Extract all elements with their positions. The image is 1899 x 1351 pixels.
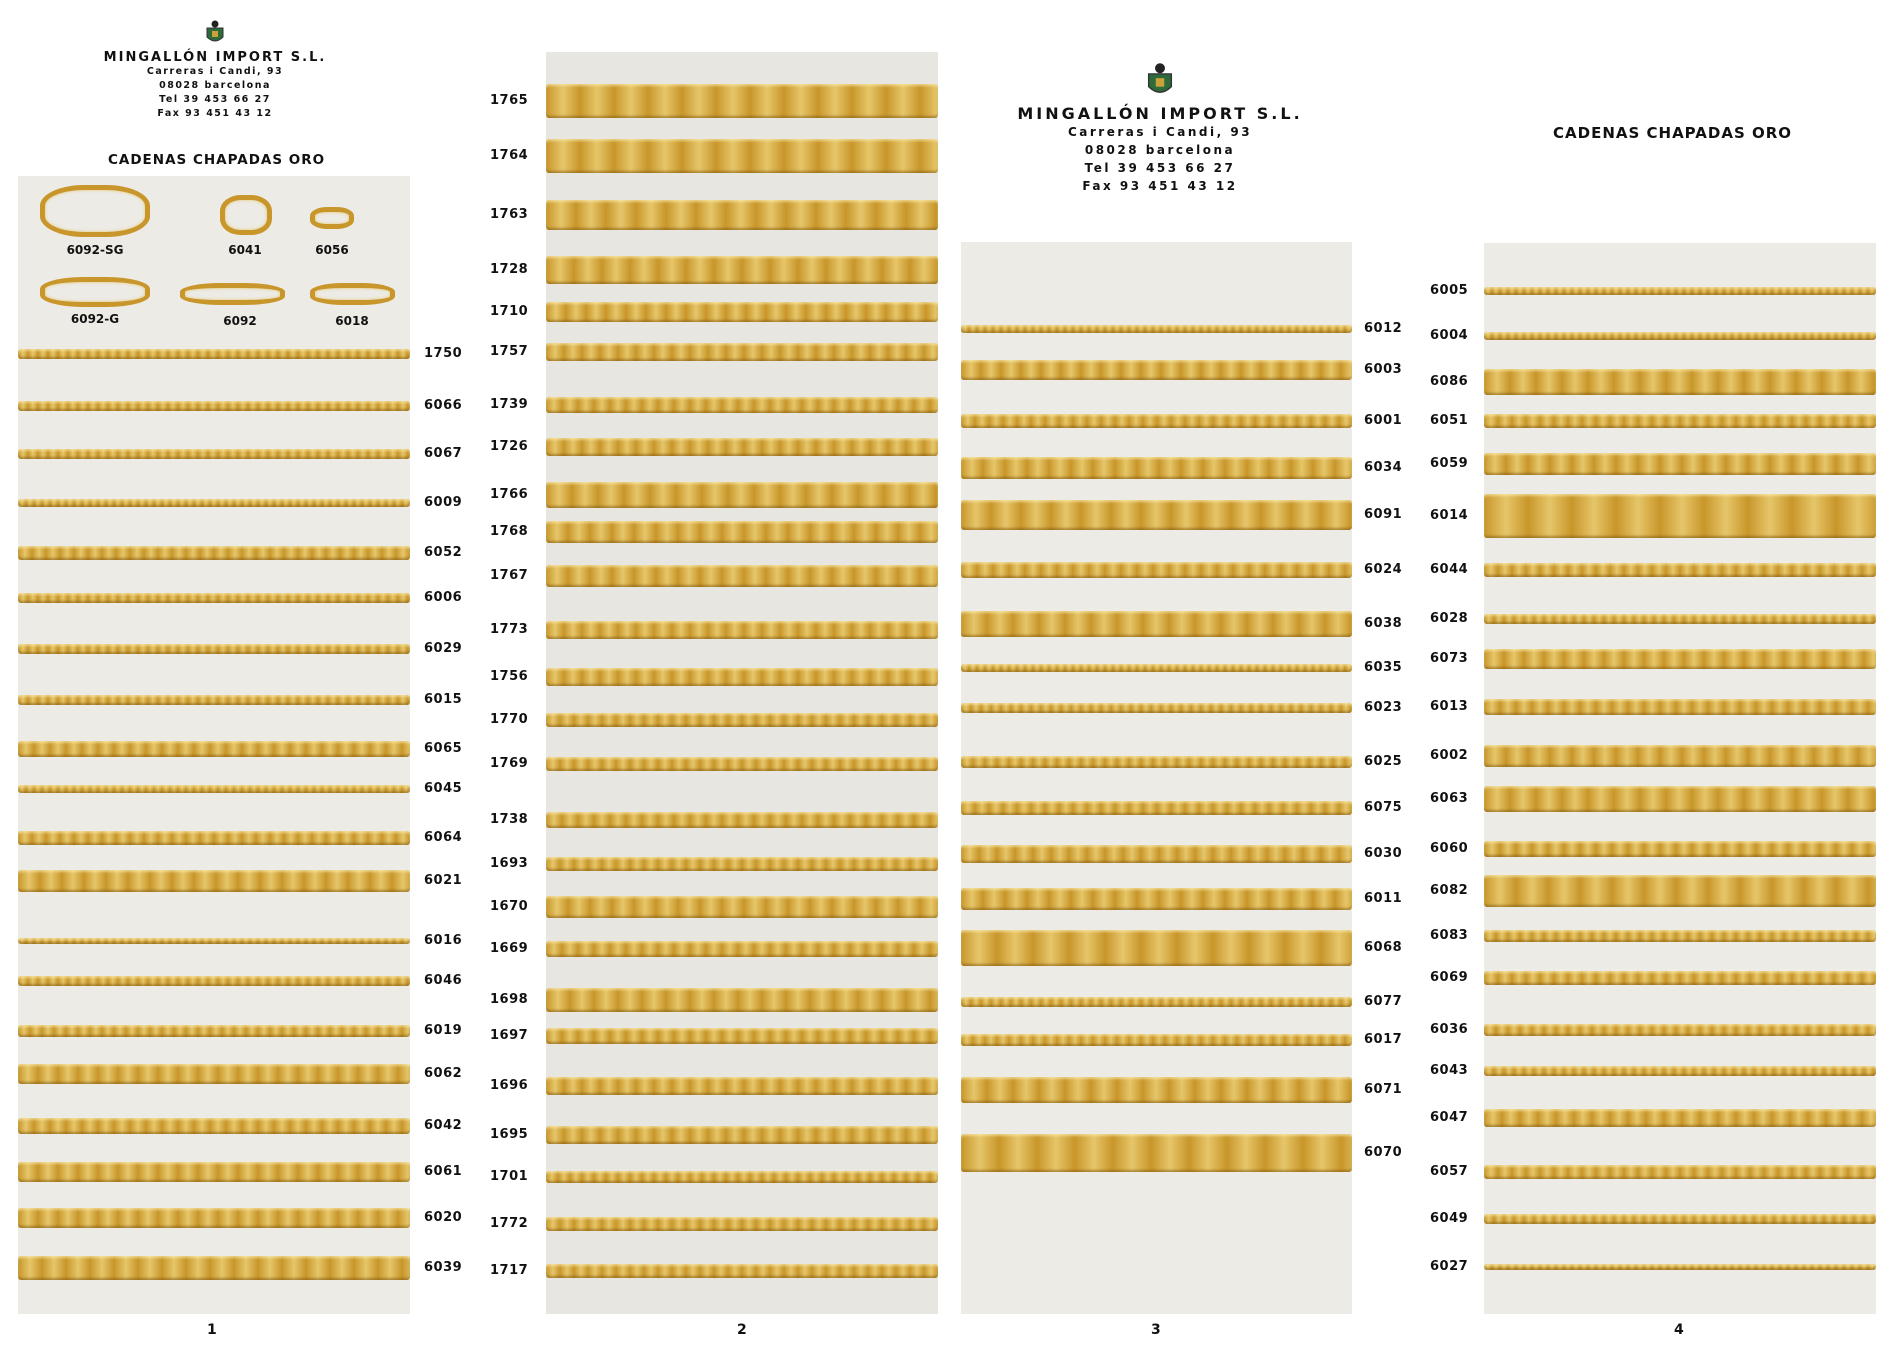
chain-code-label: 1696	[490, 1078, 529, 1093]
chain-code-label: 6044	[1430, 562, 1469, 577]
chain-code-label: 6017	[1364, 1032, 1403, 1047]
chain-code-label: 6001	[1364, 413, 1403, 428]
chain-1768	[546, 521, 938, 543]
company-tel: Tel 39 453 66 27	[159, 94, 271, 105]
chain-code-label: 1698	[490, 992, 529, 1007]
chain-1763	[546, 200, 938, 230]
chain-code-label: 1738	[490, 812, 529, 827]
chain-code-label: 1764	[490, 148, 529, 163]
page-number-2: 2	[737, 1322, 747, 1338]
chain-code-label: 6083	[1430, 928, 1469, 943]
chain-6073	[1484, 649, 1876, 669]
chain-code-label: 1770	[490, 712, 529, 727]
chain-6029	[18, 644, 410, 654]
clasp-6056	[310, 207, 354, 229]
clasp-code-label: 6092-G	[70, 312, 120, 326]
chain-1696	[546, 1077, 938, 1095]
chain-6059	[1484, 453, 1876, 475]
chain-code-label: 6051	[1430, 413, 1469, 428]
chain-code-label: 6003	[1364, 362, 1403, 377]
catalog-panel-4	[1484, 243, 1876, 1314]
company-address: Carreras i Candi, 93	[1067, 125, 1253, 139]
chain-1766	[546, 482, 938, 508]
company-city: 08028 barcelona	[1084, 143, 1236, 157]
crest-icon	[203, 20, 227, 46]
chain-6063	[1484, 786, 1876, 812]
clasp-code-label: 6092	[223, 314, 257, 328]
chain-code-label: 6047	[1430, 1110, 1469, 1125]
chain-6045	[18, 785, 410, 793]
chain-6030	[961, 845, 1352, 863]
chain-code-label: 6038	[1364, 616, 1403, 631]
chain-code-label: 1669	[490, 941, 529, 956]
chain-code-label: 6049	[1430, 1211, 1469, 1226]
page-number-1: 1	[207, 1322, 217, 1338]
chain-1769	[546, 757, 938, 771]
chain-1726	[546, 438, 938, 456]
company-fax: Fax 93 451 43 12	[157, 108, 273, 119]
chain-code-label: 6065	[424, 741, 463, 756]
company-header-left	[95, 20, 335, 121]
page-number-4: 4	[1674, 1322, 1684, 1338]
chain-6061	[18, 1162, 410, 1182]
chain-code-label: 6030	[1364, 846, 1403, 861]
chain-code-label: 1769	[490, 756, 529, 771]
chain-code-label: 6062	[424, 1066, 463, 1081]
chain-code-label: 6086	[1430, 374, 1469, 389]
chain-code-label: 6028	[1430, 611, 1469, 626]
chain-6049	[1484, 1214, 1876, 1224]
chain-1772	[546, 1217, 938, 1231]
chain-code-label: 6075	[1364, 800, 1403, 815]
chain-6019	[18, 1025, 410, 1037]
chain-code-label: 6024	[1364, 562, 1403, 577]
chain-code-label: 1717	[490, 1263, 529, 1278]
chain-code-label: 1739	[490, 397, 529, 412]
chain-code-label: 6027	[1430, 1259, 1469, 1274]
chain-6034	[961, 457, 1352, 479]
chain-code-label: 6068	[1364, 940, 1403, 955]
page-number-3: 3	[1151, 1322, 1161, 1338]
chain-code-label: 1695	[490, 1127, 529, 1142]
crest-icon	[1143, 62, 1177, 100]
chain-6023	[961, 703, 1352, 713]
chain-6039	[18, 1256, 410, 1280]
chain-code-label: 6052	[424, 545, 463, 560]
chain-6083	[1484, 930, 1876, 942]
chain-1697	[546, 1028, 938, 1044]
chain-code-label: 6077	[1364, 994, 1403, 1009]
chain-6068	[961, 930, 1352, 966]
company-city: 08028 barcelona	[159, 80, 271, 91]
company-tel: Tel 39 453 66 27	[1084, 161, 1236, 175]
chain-1738	[546, 812, 938, 828]
chain-code-label: 1693	[490, 856, 529, 871]
chain-code-label: 6029	[424, 641, 463, 656]
chain-code-label: 1756	[490, 669, 529, 684]
company-address: Carreras i Candi, 93	[146, 66, 284, 77]
chain-code-label: 6046	[424, 973, 463, 988]
chain-6006	[18, 593, 410, 603]
company-header-right	[1005, 62, 1315, 195]
chain-6057	[1484, 1165, 1876, 1179]
company-name: MINGALLÓN IMPORT S.L.	[1017, 104, 1303, 123]
chain-6003	[961, 360, 1352, 380]
chain-6002	[1484, 745, 1876, 767]
chain-6027	[1484, 1264, 1876, 1270]
section-title-left: CADENAS CHAPADAS ORO	[108, 152, 326, 168]
chain-code-label: 1710	[490, 304, 529, 319]
chain-6065	[18, 741, 410, 757]
chain-code-label: 6082	[1430, 883, 1469, 898]
chain-6046	[18, 976, 410, 986]
chain-6001	[961, 414, 1352, 428]
chain-code-label: 6013	[1430, 699, 1469, 714]
chain-1710	[546, 302, 938, 322]
chain-code-label: 1701	[490, 1169, 529, 1184]
chain-1739	[546, 397, 938, 413]
chain-6067	[18, 449, 410, 459]
chain-code-label: 6020	[424, 1210, 463, 1225]
chain-6004	[1484, 332, 1876, 340]
chain-code-label: 6066	[424, 398, 463, 413]
chain-1765	[546, 84, 938, 118]
company-name: MINGALLÓN IMPORT S.L.	[103, 50, 327, 65]
company-fax: Fax 93 451 43 12	[1082, 179, 1238, 193]
chain-1773	[546, 621, 938, 639]
chain-code-label: 1726	[490, 439, 529, 454]
chain-6064	[18, 831, 410, 845]
chain-code-label: 6070	[1364, 1145, 1403, 1160]
chain-code-label: 6061	[424, 1164, 463, 1179]
chain-6021	[18, 870, 410, 892]
chain-code-label: 6006	[424, 590, 463, 605]
chain-6091	[961, 500, 1352, 530]
chain-6012	[961, 325, 1352, 333]
chain-6014	[1484, 494, 1876, 538]
clasp-6041	[220, 195, 272, 235]
chain-code-label: 6073	[1430, 651, 1469, 666]
chain-code-label: 6064	[424, 830, 463, 845]
chain-6082	[1484, 875, 1876, 907]
clasp-6092-G	[40, 277, 150, 307]
chain-1767	[546, 565, 938, 587]
section-title-right: CADENAS CHAPADAS ORO	[1553, 124, 1793, 142]
chain-code-label: 1728	[490, 262, 529, 277]
chain-code-label: 6069	[1430, 970, 1469, 985]
chain-6075	[961, 801, 1352, 815]
chain-1770	[546, 713, 938, 727]
chain-code-label: 6019	[424, 1023, 463, 1038]
chain-6025	[961, 756, 1352, 768]
chain-code-label: 6016	[424, 933, 463, 948]
chain-6086	[1484, 369, 1876, 395]
chain-6013	[1484, 699, 1876, 715]
chain-6011	[961, 888, 1352, 910]
chain-code-label: 6023	[1364, 700, 1403, 715]
chain-code-label: 1750	[424, 346, 463, 361]
chain-code-label: 6014	[1430, 508, 1469, 523]
chain-6047	[1484, 1109, 1876, 1127]
chain-code-label: 1768	[490, 524, 529, 539]
chain-6052	[18, 546, 410, 560]
chain-6051	[1484, 414, 1876, 428]
clasp-code-label: 6056	[315, 243, 349, 257]
chain-1695	[546, 1126, 938, 1144]
clasp-6092	[180, 283, 285, 305]
chain-6069	[1484, 971, 1876, 985]
chain-1750	[18, 349, 410, 359]
chain-code-label: 6071	[1364, 1082, 1403, 1097]
chain-code-label: 6091	[1364, 507, 1403, 522]
chain-code-label: 1772	[490, 1216, 529, 1231]
chain-code-label: 1763	[490, 207, 529, 222]
chain-code-label: 1765	[490, 93, 529, 108]
chain-1698	[546, 988, 938, 1012]
chain-code-label: 6057	[1430, 1164, 1469, 1179]
chain-code-label: 6035	[1364, 660, 1403, 675]
chain-code-label: 1767	[490, 568, 529, 583]
chain-6071	[961, 1077, 1352, 1103]
chain-6005	[1484, 287, 1876, 295]
chain-6020	[18, 1208, 410, 1228]
chain-1701	[546, 1171, 938, 1183]
chain-6043	[1484, 1066, 1876, 1076]
chain-code-label: 6004	[1430, 328, 1469, 343]
clasp-6092-SG	[40, 185, 150, 237]
chain-6028	[1484, 614, 1876, 624]
chain-1669	[546, 941, 938, 957]
chain-6062	[18, 1064, 410, 1084]
chain-code-label: 6012	[1364, 321, 1403, 336]
chain-1728	[546, 256, 938, 284]
chain-6044	[1484, 563, 1876, 577]
chain-code-label: 1757	[490, 344, 529, 359]
chain-code-label: 6060	[1430, 841, 1469, 856]
chain-6038	[961, 611, 1352, 637]
clasp-code-label: 6018	[335, 314, 369, 328]
chain-6070	[961, 1134, 1352, 1172]
clasp-6018	[310, 283, 395, 305]
chain-code-label: 1773	[490, 622, 529, 637]
chain-code-label: 6015	[424, 692, 463, 707]
chain-code-label: 6039	[424, 1260, 463, 1275]
chain-code-label: 6025	[1364, 754, 1403, 769]
chain-code-label: 6067	[424, 446, 463, 461]
chain-code-label: 6005	[1430, 283, 1469, 298]
chain-1764	[546, 139, 938, 173]
chain-6042	[18, 1118, 410, 1134]
chain-6060	[1484, 841, 1876, 857]
chain-6009	[18, 499, 410, 507]
chain-code-label: 6042	[424, 1118, 463, 1133]
chain-1756	[546, 668, 938, 686]
chain-code-label: 6002	[1430, 748, 1469, 763]
chain-code-label: 1670	[490, 899, 529, 914]
chain-code-label: 1766	[490, 487, 529, 502]
chain-code-label: 6034	[1364, 460, 1403, 475]
chain-1757	[546, 343, 938, 361]
chain-code-label: 1697	[490, 1028, 529, 1043]
chain-1693	[546, 857, 938, 871]
chain-code-label: 6045	[424, 781, 463, 796]
chain-code-label: 6011	[1364, 891, 1403, 906]
chain-6024	[961, 562, 1352, 578]
chain-6017	[961, 1034, 1352, 1046]
chain-code-label: 6021	[424, 873, 463, 888]
chain-code-label: 6063	[1430, 791, 1469, 806]
chain-code-label: 6036	[1430, 1022, 1469, 1037]
chain-code-label: 6009	[424, 495, 463, 510]
chain-1717	[546, 1264, 938, 1278]
clasp-code-label: 6041	[228, 243, 262, 257]
chain-6035	[961, 664, 1352, 672]
chain-code-label: 6059	[1430, 456, 1469, 471]
chain-6036	[1484, 1024, 1876, 1036]
clasp-code-label: 6092-SG	[66, 243, 124, 257]
chain-code-label: 6043	[1430, 1063, 1469, 1078]
chain-6016	[18, 938, 410, 944]
chain-6015	[18, 695, 410, 705]
chain-6077	[961, 997, 1352, 1007]
chain-1670	[546, 896, 938, 918]
chain-6066	[18, 401, 410, 411]
